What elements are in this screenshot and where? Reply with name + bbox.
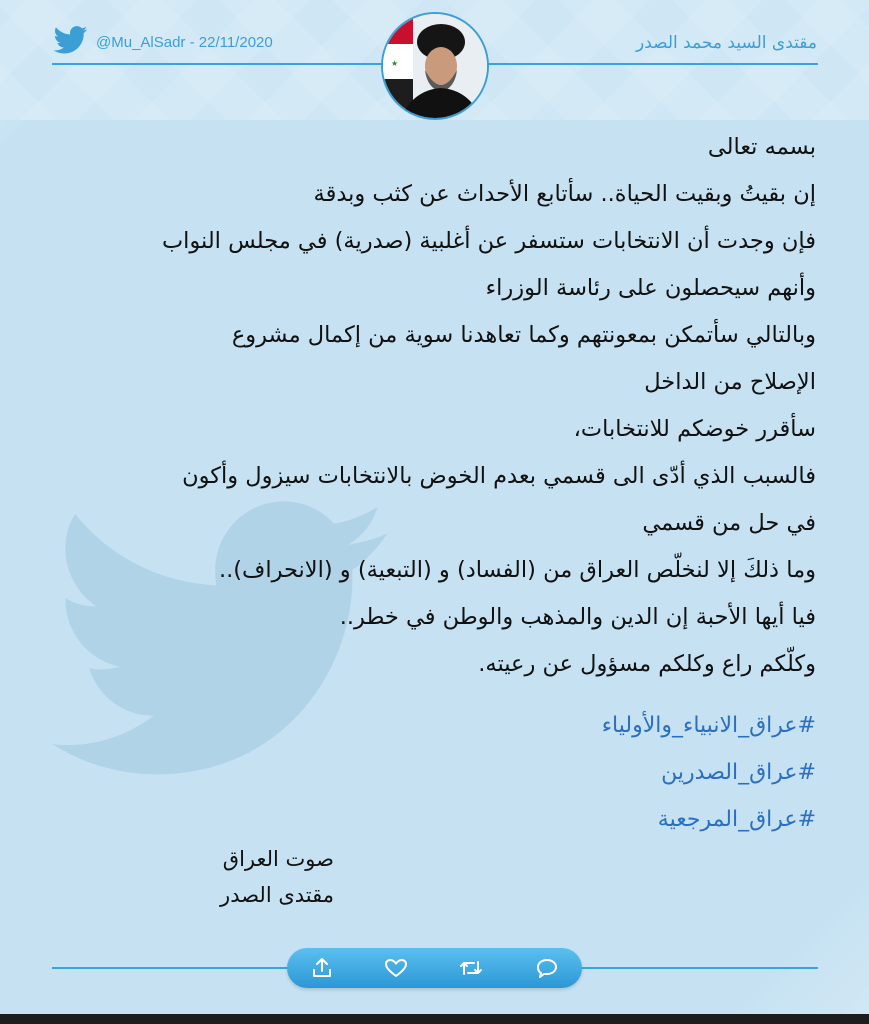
tweet-line: وبالتالي سأتمكن بمعونتهم وكما تعاهدنا سوية من إكمال مشروع — [231, 322, 816, 348]
tweet-line: إن بقيتُ وبقيت الحياة.. سأتابع الأحداث عن كثب وبدقة — [313, 181, 816, 207]
tweet-line: فإن وجدت أن الانتخابات ستسفر عن أغلبية (صدرية) في مجلس النواب — [161, 228, 816, 254]
tweet-line: الإصلاح من الداخل — [644, 369, 816, 395]
retweet-icon[interactable] — [459, 957, 483, 979]
hashtag-link[interactable]: #عراق_المرجعية — [657, 807, 816, 832]
tweet-line: فيا أيها الأحبة إن الدين والمذهب والوطن في خطر.. — [339, 604, 816, 630]
hashtag-list — [602, 708, 816, 849]
tweet-line: بسمه تعالى — [707, 134, 816, 160]
hashtag-link[interactable]: #عراق_الانبياء_والأولياء — [601, 713, 816, 738]
share-icon[interactable] — [310, 957, 334, 979]
bottom-edge — [0, 1014, 869, 1024]
handle-and-date[interactable]: @Mu_AlSadr - 22/11/2020 — [96, 34, 273, 51]
twitter-bird-icon — [54, 26, 88, 54]
tweet-action-bar — [287, 948, 582, 988]
tweet-line: في حل من قسمي — [642, 510, 816, 536]
hashtag-link[interactable]: #عراق_الصدرين — [661, 760, 816, 785]
svg-text:★: ★ — [391, 59, 399, 68]
avatar[interactable] — [383, 14, 487, 118]
tweet-line: سأقرر خوضكم للانتخابات، — [573, 416, 816, 442]
signature-line: مقتدى الصدر — [220, 883, 334, 907]
display-name[interactable]: مقتدى السيد محمد الصدر — [635, 33, 817, 53]
tweet-line: وما ذلكَ إلا لنخلّص العراق من (الفساد) و (التبعية) و (الانحراف).. — [218, 557, 816, 583]
signature — [220, 842, 334, 914]
signature-line: صوت العراق — [222, 847, 334, 871]
tweet-line: وأنهم سيحصلون على رئاسة الوزراء — [485, 275, 816, 301]
like-heart-icon[interactable] — [384, 957, 408, 979]
tweet-line: فالسبب الذي أدّى الى قسمي بعدم الخوض بالانتخابات سيزول وأكون — [182, 463, 816, 489]
reply-icon[interactable] — [535, 957, 559, 979]
tweet-line: وكلّكم راع وكلكم مسؤول عن رعيته. — [478, 651, 816, 677]
tweet-text — [36, 128, 816, 692]
